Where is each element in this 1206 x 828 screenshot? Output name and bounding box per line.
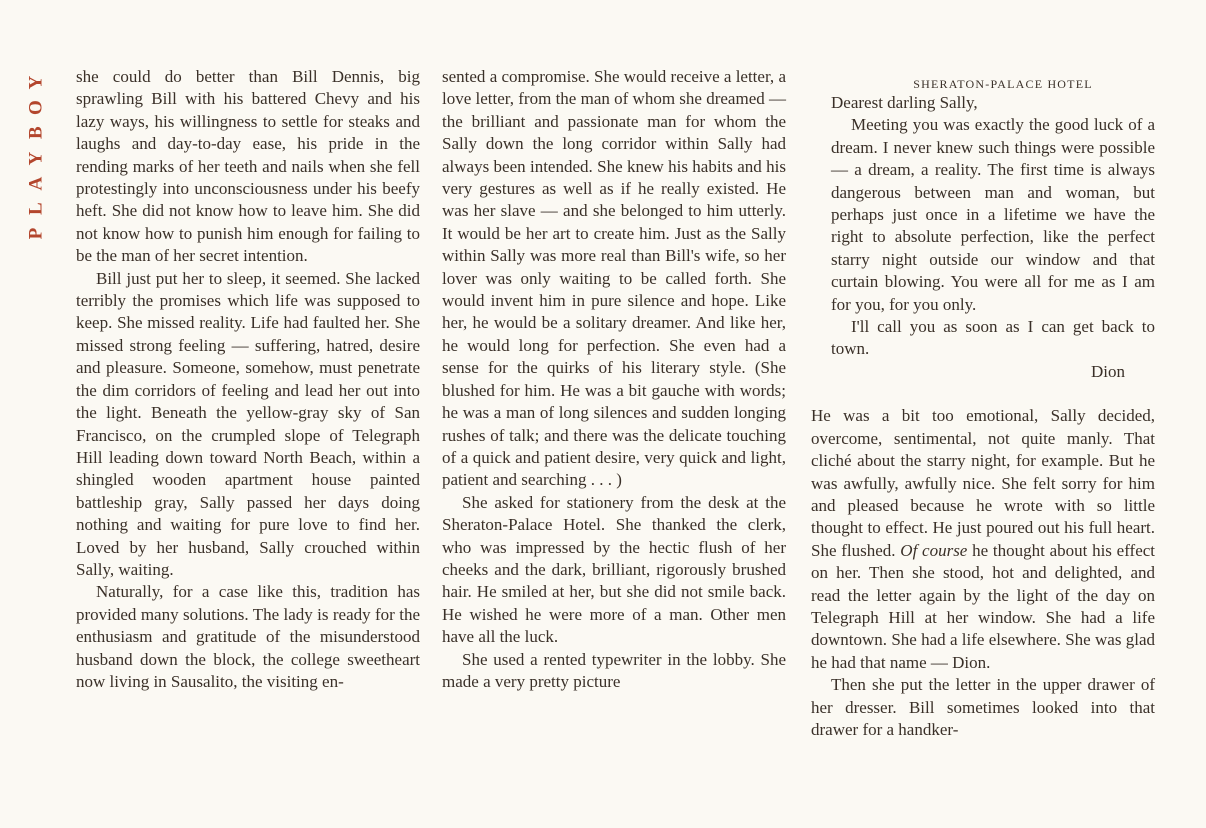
paragraph: she could do better than Bill Dennis, big sprawling Bill with his battered Chevy and his lazy ways, his willingness to settle for steaks and laughs and day-to-day ease, his pride in the rending marks of her teeth and nails when she fell protestingly into unconsciousness under his beefy heft. She did not know how to leave him. She did not know how to punish him enough for failing to be the man of her secret intention.	[76, 67, 420, 266]
magazine-title-letter: L	[25, 202, 47, 215]
letter-signature: Dion	[1091, 361, 1125, 381]
magazine-title-letter: P	[25, 228, 47, 240]
paragraph: Bill just put her to sleep, it seemed. She lacked terribly the promises which life was supposed to keep. She missed reality. Life had faulted her. She missed strong feeling — suffering, hatred, desire and pleasure. Someone, somehow, must penetrate the dim corridors of feeling and lead her out into the light. Beneath the yellow-gray sky of San Francisco, on the crumpled slope of Telegraph Hill leading down toward North Beach, within a shingled wooden apartment house painted battleship gray, Sally passed her days doing nothing and waiting for pure love to find her. Loved by her husband, Sally crouched within Sally, waiting.	[76, 268, 420, 579]
magazine-title-letter: A	[25, 176, 47, 191]
paragraph: He was a bit too emotional, Sally decided, overcome, sentimental, not quite manly. That cliché about the starry night, for example. But he was awfully, awfully nice. She felt sorry for him and pleased because he wrote with so little thought to effect. He just poured out his full heart. She flushed. Of course he thought about his effect on her. Then she stood, hot and delighted, and read the letter again by the light of the day on Telegraph Hill at her window. She had a life downtown. She had a life elsewhere. She was glad he had that name — Dion.	[811, 406, 1156, 672]
column-1	[76, 66, 420, 693]
magazine-title-letter: Y	[25, 151, 47, 166]
magazine-vertical-title	[24, 70, 48, 246]
paragraph: Then she put the letter in the upper drawer of her dresser. Bill sometimes looked into that drawer for a handker-	[811, 675, 1155, 739]
paragraph: She used a rented typewriter in the lobby. She made a very pretty picture	[442, 649, 786, 691]
magazine-title-letter: O	[25, 100, 47, 116]
paragraph: She asked for stationery from the desk at the Sheraton-Palace Hotel. She thanked the clerk, who was impressed by the hectic flush of her cheeks and the dark, brilliant, rigorously brushed hair. He smiled at her, but she did not smile back. He wished he were more of a man. Other men have all the luck.	[442, 492, 786, 647]
paragraph: Naturally, for a case like this, tradition has provided many solutions. The lady is ready for the enthusiasm and gratitude of the misunderstood husband down the block, the college sweetheart now living in Sausalito, the visiting en-	[76, 582, 420, 691]
letter-paragraph: I'll call you as soon as I can get back to town.	[831, 317, 1155, 359]
magazine-title-letter: B	[25, 126, 47, 140]
column-3	[811, 66, 1155, 741]
magazine-title-letter: Y	[25, 75, 47, 90]
emphasis: Of course	[900, 540, 968, 560]
column-2	[442, 66, 786, 693]
letterhead: SHERATON-PALACE HOTEL	[913, 77, 1093, 91]
paragraph: sented a compromise. She would receive a letter, a love letter, from the man of whom she dreamed — the brilliant and passionate man for whom the Sally down the long corridor within Sally had always been intended. She knew his habits and his very gestures as well as if he really existed. He was her slave — and she belonged to him utterly. It would be her art to create him. Just as the Sally within Sally was more real than Bill's wife, so her lover was only waiting to be called forth. She would invent him in pure silence and hope. Like her, he would be a solitary dreamer. And like her, he would long for perfection. She even had a sense for the quirks of his literary style. (She blushed for him. He was a bit gauche with words; he was a man of long silences and sudden longing rushes of talk; and there was the delicate touching of a quick and patient desire, very quick and light, patient and searching . . . )	[442, 67, 786, 490]
letter	[811, 92, 1155, 383]
letter-paragraph: Meeting you was exactly the good luck of a dream. I never knew such things were possible — a dream, a reality. The first time is always dangerous between man and woman, but perhaps just once in a lifetime we have the right to absolute perfection, like the perfect starry night outside our window and that curtain blowing. You were all for me as I am for you, for you only.	[831, 115, 1155, 314]
letter-salutation: Dearest darling Sally,	[831, 93, 978, 112]
